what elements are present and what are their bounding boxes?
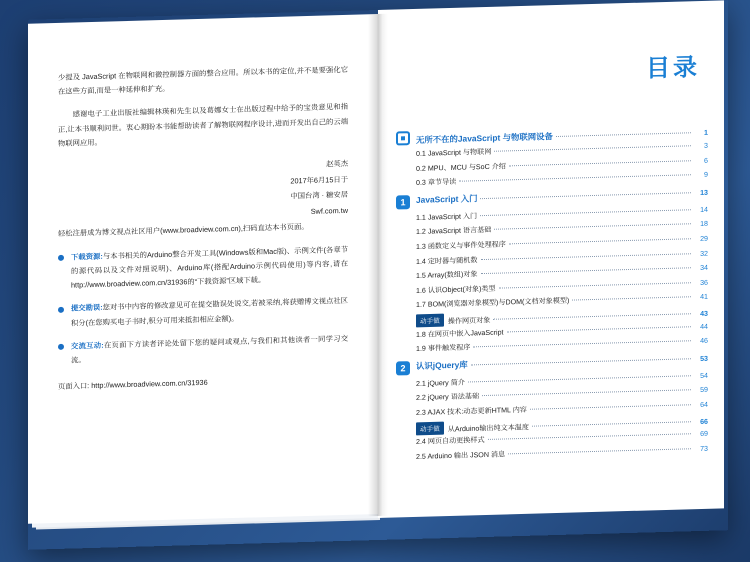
toc-entry-label: 1.2 JavaScript 语言基础: [416, 226, 492, 237]
toc-leader-dots: [507, 326, 691, 332]
toc-entry-label: 0.2 MPU、MCU 与SoC 介绍: [416, 162, 506, 173]
toc-leader-dots: [572, 297, 691, 301]
bullet-submit-errata: [58, 294, 348, 331]
open-book: [28, 0, 728, 550]
toc-leader-dots: [480, 209, 691, 216]
right-page: [378, 0, 724, 518]
toc-leader-dots: [494, 224, 691, 230]
signature-website: Swf.com.tw: [310, 205, 348, 216]
chapter-number-icon: 2: [396, 361, 410, 375]
toc-entry-label: 1.7 BOM(浏览器对象模型)与DOM(文档对象模型): [416, 296, 570, 310]
toc-leader-dots: [509, 238, 691, 244]
toc-page-number: 36: [700, 278, 708, 287]
toc-leader-dots: [459, 174, 691, 181]
toc-page-number: 29: [700, 234, 708, 243]
toc-page-number: 69: [700, 429, 708, 439]
toc-page-number: 6: [704, 156, 708, 165]
signature-location: 中国台湾 · 糖安居: [290, 190, 348, 201]
preface-paragraph-2: 感谢电子工业出版社编辑林瑛和先生以及葛娜女士在出版过程中给予的宝贵意见和指正,让本书顺利问世。衷心期盼本书能帮助读者了解物联网程序设计,进而开发出自己的云端物联网应用。: [58, 102, 348, 148]
toc-page-number: 14: [700, 205, 708, 214]
bullet-title-interaction: 交流互动:: [71, 340, 104, 351]
toc-leader-dots: [509, 160, 691, 166]
bullet-interaction: [58, 332, 348, 369]
table-of-contents: [396, 121, 708, 467]
bullet-title-download: 下载资源:: [71, 251, 103, 262]
chapter-number-icon: 1: [396, 195, 410, 209]
toc-leader-dots: [499, 282, 691, 288]
toc-leader-dots: [488, 433, 691, 440]
left-page: [28, 14, 378, 524]
bullet-text-download: 与本书相关的Arduino整合开发工具(Windows版和Mac版)、示例文件(各章节的源代码以及文件对照说明)、Arduino库(搭配Arduino示例代码使用)等内容,请在http://www.broadview.com.cn/31936的“下载资源”区域下载。: [71, 244, 349, 290]
toc-page-number: 18: [700, 220, 708, 229]
resource-bullet-list: [58, 243, 348, 369]
hands-on-badge: 动手做: [416, 421, 444, 435]
toc-leader-dots: [493, 314, 691, 321]
toc-page-number: 32: [700, 249, 708, 258]
toc-page-number: 34: [700, 263, 708, 273]
toc-entry-label: 2.4 网页自动更换样式: [416, 436, 485, 447]
toc-entry-label: 2.5 Arduino 输出 JSON 消息: [416, 450, 506, 461]
toc-page-number: 53: [700, 354, 708, 363]
toc-page-number: 43: [700, 310, 708, 319]
toc-entry-text: 操作网页对象: [447, 316, 491, 326]
toc-entry-label: [396, 313, 490, 329]
preface-text: [58, 63, 348, 395]
toc-page-number: 9: [704, 170, 708, 180]
toc-page-number: 54: [700, 371, 708, 380]
toc-leader-dots: [471, 358, 691, 365]
toc-leader-dots: [482, 390, 691, 397]
bullet-download-resource: [58, 243, 348, 294]
toc-leader-dots: [473, 340, 691, 347]
toc-leader-dots: [556, 132, 691, 137]
toc-entry-label: 2.2 jQuery 语法基础: [416, 392, 480, 403]
toc-leader-dots: [508, 448, 691, 454]
hands-on-badge: 动手做: [416, 314, 444, 328]
toc-leader-dots: [481, 267, 692, 274]
toc-page-number: 64: [700, 400, 708, 409]
toc-page-number: 13: [700, 188, 708, 197]
toc-entry-label: 1.4 定时器与随机数: [416, 255, 478, 266]
toc-leader-dots: [532, 421, 691, 426]
toc-entry-label: 2.1 jQuery 简介: [416, 378, 465, 388]
toc-page-number: 59: [700, 386, 708, 395]
toc-leader-dots: [480, 192, 691, 199]
toc-entry-label: 1.6 认识Object(对象)类型: [416, 284, 496, 295]
toc-entry-label: 1.3 函数定义与事件处理程序: [416, 240, 506, 251]
register-note: 轻松注册成为博文视点社区用户(www.broadview.com.cn),扫码直达本书页面。: [58, 222, 309, 239]
bullet-text-errata: 您对书中内容的修改意见可在提交勘误处说交,若被采纳,将获赠博文视点社区积分(在您购买电子书时,积分可用来抵扣相应金额)。: [71, 296, 348, 328]
toc-entry-label: 认识jQuery库: [416, 359, 468, 371]
toc-entry-label: 1.1 JavaScript 入门: [416, 212, 478, 222]
toc-page-number: 66: [700, 417, 708, 427]
toc-page-number: 1: [704, 128, 708, 137]
toc-entry-label: 0.1 JavaScript 与物联网: [416, 147, 492, 158]
bullet-text-interaction: 在页面下方读者评论处留下您的疑问或观点,与我们和其他读者一同学习交流。: [71, 333, 348, 365]
preface-paragraph-1: 少提及 JavaScript 在物联网和微控制器方面的整合应用。所以本书的定位,并不是要强化它在这些方面,而是一种延伸和扩充。: [58, 64, 348, 97]
signature-block: [58, 157, 348, 226]
toc-page-number: 73: [700, 444, 708, 453]
toc-page-number: 44: [700, 322, 708, 331]
signature-author: 赵英杰: [326, 158, 348, 169]
toc-leader-dots: [468, 375, 691, 382]
bullet-title-errata: 提交勘误:: [71, 303, 103, 313]
toc-page-number: 46: [700, 336, 708, 346]
toc-entry-label: 2.3 AJAX 技术:动态更新HTML 内容: [416, 405, 527, 417]
toc-leader-dots: [494, 145, 691, 151]
toc-page-number: 3: [704, 141, 708, 150]
chapter-square-icon: [396, 131, 410, 145]
page-title: 目录: [646, 54, 700, 83]
signature-date: 2017年6月15日于: [290, 174, 348, 186]
toc-entry-label: JavaScript 入门: [416, 193, 478, 205]
toc-leader-dots: [530, 404, 691, 410]
portal-entry-url: 页面入口: http://www.broadview.com.cn/31936: [58, 377, 208, 392]
toc-entry-label: 1.8 在网页中嵌入JavaScript: [416, 328, 504, 339]
toc-entry-text: 从Arduino输出纯文本温度: [447, 422, 529, 434]
toc-leader-dots: [481, 253, 692, 260]
toc-page-number: 41: [700, 293, 708, 302]
toc-entry-label: 1.9 事件触发程序: [416, 343, 471, 354]
toc-entry-label: 无所不在的JavaScript 与物联网设备: [416, 131, 553, 145]
toc-entry-label: 1.5 Array(数组)对象: [416, 270, 478, 281]
toc-entry-label: 0.3 章节导读: [416, 178, 457, 188]
